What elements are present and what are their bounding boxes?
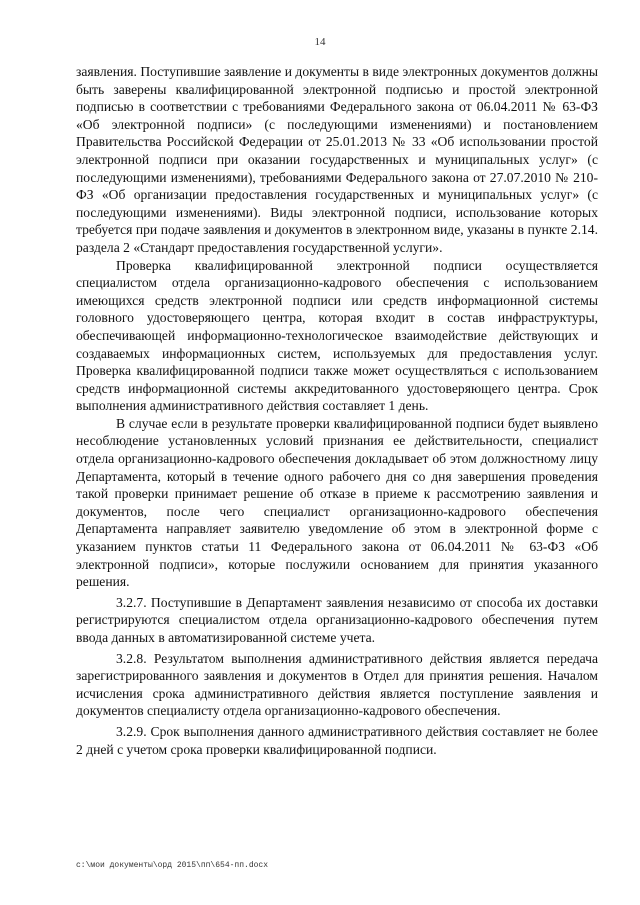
paragraph-signature-invalid: В случае если в результате проверки квалифицированной подписи будет выявлено несоблюдение установленных условий признания ее действительности, специалист отдела организационно-кадрового обеспечения докладывает об этом должностному лицу Департамента, который в течение одного рабочего дня со дня завершения проведения такой проверки принимает решение об отказе в приеме к рассмотрению заявления и документов, после чего специалист организационно-кадрового обеспечения Департамента направляет заявителю уведомление об этом в электронной форме с указанием пунктов статьи 11 Федерального закона от 06.04.2011 № 63-ФЗ «Об электронной подписи», которые послужили основанием для принятия указанного решения. [76,415,598,590]
page-number: 14 [314,36,326,48]
paragraph-signature-check: Проверка квалифицированной электронной подписи осуществляется специалистом отдела организационно-кадрового обеспечения с использованием имеющихся средств электронной подписи или средств информационной системы головного удостоверяющего центра, которая входит в состав инфраструктуры, обеспечивающей информационно-технологическое взаимодействие действующих и создаваемых информационных систем, используемых для предоставления услуг. Проверка квалифицированной подписи также может осуществляться с использованием средств информационной системы аккредитованного удостоверяющего центра. Срок выполнения административного действия составляет 1 день. [76,257,598,414]
paragraph-continuation: заявления. Поступившие заявление и документы в виде электронных документов должны быть заверены квалифицированной электронной подписью и простой электронной подписью в соответствии с требованиями Федерального закона от 06.04.2011 № 63-ФЗ «Об электронной подписи» (с последующими изменениями) и постановлением Правительства Российской Федерации от 25.01.2013 № 33 «Об использовании простой электронной подписи при оказании государственных и муниципальных услуг» (с последующими изменениями), требованиями Федерального закона от 27.07.2010 № 210-ФЗ «Об организации предоставления государственных и муниципальных услуг» (с последующими изменениями). Виды электронной подписи, использование которых требуется при подаче заявления и документов в электронном виде, указаны в пункте 2.14. раздела 2 «Стандарт предоставления государственной услуги». [76,64,598,255]
paragraph-3-2-7: 3.2.7. Поступившие в Департамент заявления независимо от способа их доставки регистрируются специалистом отдела организационно-кадрового обеспечения путем ввода данных в автоматизированной системе учета. [76,594,598,645]
paragraph-3-2-8: 3.2.8. Результатом выполнения административного действия является передача зарегистрированного заявления и документов в Отдел для принятия решения. Началом исчисления срока административного действия является поступление заявления и документов специалисту отдела организационно-кадрового обеспечения. [76,650,598,719]
footer-file-path: c:\мои документы\орд 2015\пп\654-пп.docx [76,861,269,870]
document-body [76,63,598,758]
paragraph-3-2-9: 3.2.9. Срок выполнения данного административного действия составляет не более 2 дней с учетом срока проверки квалифицированной подписи. [76,723,598,757]
